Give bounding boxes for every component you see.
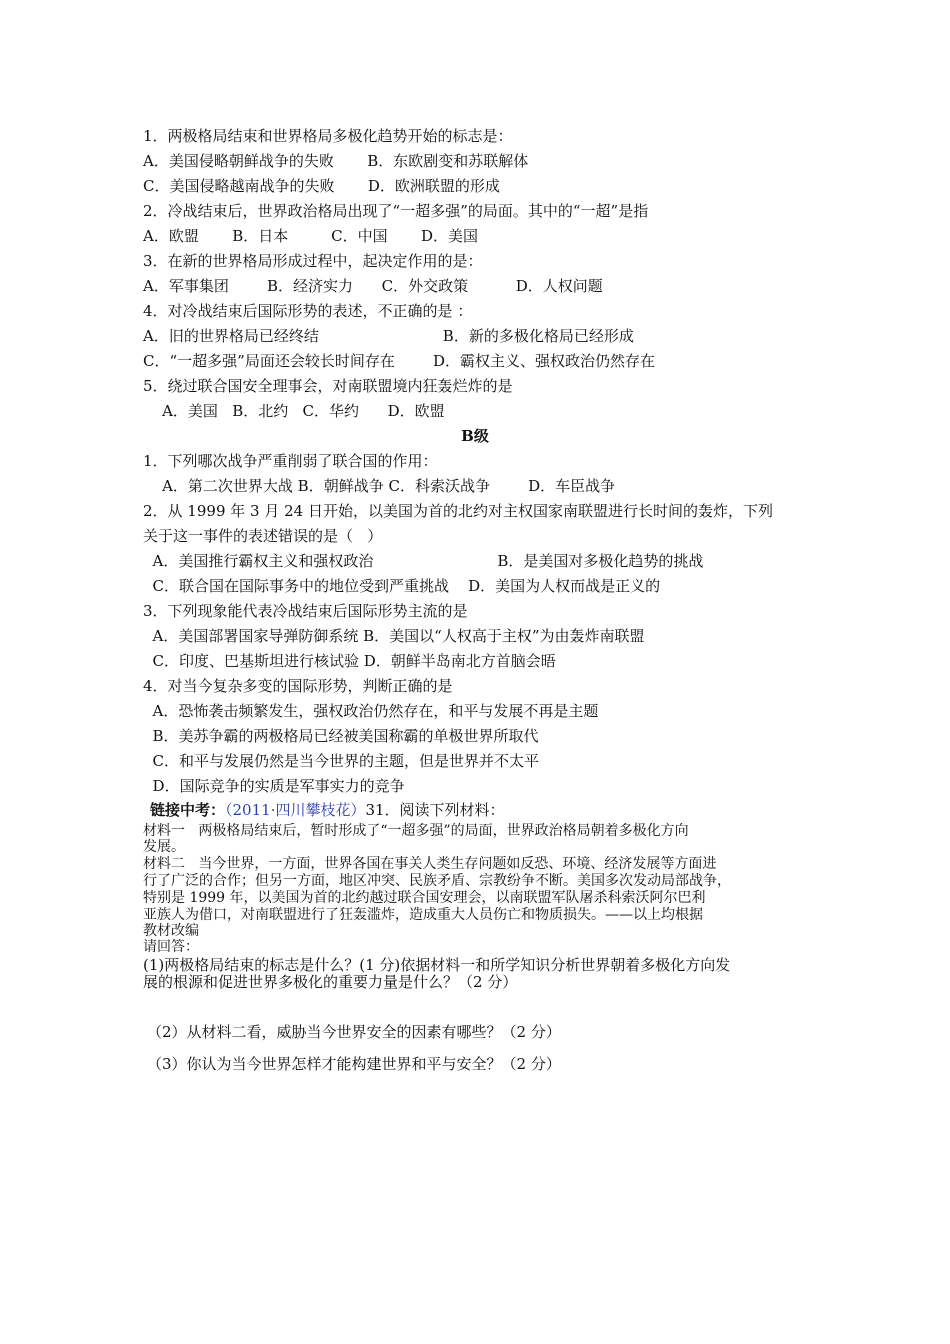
exam-link-line bbox=[150, 800, 505, 820]
question-a2: 2．冷战结束后，世界政治格局出现了“一超多强”的局面。其中的“一超”是指 bbox=[143, 202, 649, 220]
question-a1-options-ab: A．美国侵略朝鲜战争的失败 B．东欧剧变和苏联解体 bbox=[143, 152, 529, 170]
question-a1: 1．两极格局结束和世界格局多极化趋势开始的标志是： bbox=[143, 127, 513, 145]
question-b3-options-ab: A．美国部署国家导弹防御系统 B．美国以“人权高于主权”为由轰炸南联盟 bbox=[143, 627, 645, 645]
sub-question-2: （2）从材料二看，威胁当今世界安全的因素有哪些？（2 分） bbox=[147, 1023, 561, 1041]
question-a2-options: A．欧盟 B．日本 C．中国 D．美国 bbox=[143, 227, 479, 245]
sub-question-3: （3）你认为当今世界怎样才能构建世界和平与安全？（2 分） bbox=[147, 1055, 561, 1073]
question-b4-option-b: B．美苏争霸的两极格局已经被美国称霸的单极世界所取代 bbox=[143, 727, 539, 745]
material-two-line2: 行了广泛的合作；但另一方面，地区冲突、民族矛盾、宗教纷争不断。美国多次发动局部战争， bbox=[143, 873, 731, 889]
material-one-line1: 材料一 两极格局结束后，暂时形成了“一超多强”的局面，世界政治格局朝着多极化方向 bbox=[143, 823, 689, 839]
question-b1: 1．下列哪次战争严重削弱了联合国的作用： bbox=[143, 452, 438, 470]
question-b1-options: A．第二次世界大战 B．朝鲜战争 C．科索沃战争 D．车臣战争 bbox=[143, 477, 616, 495]
question-b4-option-c: C．和平与发展仍然是当今世界的主题，但是世界并不太平 bbox=[143, 752, 540, 770]
sub-question-1-line1: (1)两极格局结束的标志是什么？(1 分)依据材料一和所学知识分析世界朝着多极化方向发 bbox=[143, 956, 731, 974]
question-a4: 4．对冷战结束后国际形势的表述，不正确的是 ： bbox=[143, 302, 473, 320]
material-two-line1: 材料二 当今世界，一方面，世界各国在事关人类生存问题如反恐、环境、经济发展等方面进 bbox=[143, 856, 717, 872]
question-a3: 3．在新的世界格局形成过程中，起决定作用的是： bbox=[143, 252, 483, 270]
question-b4: 4．对当今复杂多变的国际形势，判断正确的是 bbox=[143, 677, 453, 695]
question-a4-options-cd: C．“一超多强”局面还会较长时间存在 D．霸权主义、强权政治仍然存在 bbox=[143, 352, 655, 370]
question-a4-options-ab: A．旧的世界格局已经终结 B．新的多极化格局已经形成 bbox=[143, 327, 634, 345]
material-one-line2: 发展。 bbox=[143, 839, 185, 855]
question-a5-options: A．美国 B．北约 C．华约 D．欧盟 bbox=[143, 402, 445, 420]
material-two-line3: 特别是 1999 年，以美国为首的北约越过联合国安理会，以南联盟军队屠杀科索沃阿尔巴利 bbox=[143, 890, 706, 906]
question-b2-options-ab: A．美国推行霸权主义和强权政治 B．是美国对多极化趋势的挑战 bbox=[143, 552, 704, 570]
material-two-line4: 亚族人为借口，对南联盟进行了狂轰滥炸，造成重大人员伤亡和物质损失。——以上均根据 bbox=[143, 907, 703, 923]
exam-link-label: 链接中考： bbox=[150, 801, 226, 819]
question-b4-option-a: A．恐怖袭击频繁发生，强权政治仍然存在，和平与发展不再是主题 bbox=[143, 702, 599, 720]
question-b3: 3．下列现象能代表冷战结束后国际形势主流的是 bbox=[143, 602, 468, 620]
exam-link-source: （2011·四川攀枝花） bbox=[225, 801, 366, 819]
question-a1-options-cd: C．美国侵略越南战争的失败 D．欧洲联盟的形成 bbox=[143, 177, 500, 195]
material-two-line5: 教材改编 bbox=[143, 923, 199, 939]
sub-question-1-line2: 展的根源和促进世界多极化的重要力量是什么？（2 分） bbox=[143, 973, 518, 991]
question-b2: 2．从 1999 年 3 月 24 日开始，以美国为首的北约对主权国家南联盟进行长时间的轰炸，下列 bbox=[143, 502, 773, 520]
question-b2-options-cd: C．联合国在国际事务中的地位受到严重挑战 D．美国为人权而战是正义的 bbox=[143, 577, 661, 595]
question-b3-options-cd: C．印度、巴基斯坦进行核试验 D．朝鲜半岛南北方首脑会晤 bbox=[143, 652, 556, 670]
answer-prompt: 请回答： bbox=[143, 939, 199, 955]
question-a3-options: A．军事集团 B．经济实力 C．外交政策 D．人权问题 bbox=[143, 277, 603, 295]
exam-link-text: 31．阅读下列材料： bbox=[365, 801, 505, 819]
question-a5: 5．绕过联合国安全理事会，对南联盟境内狂轰烂炸的是 bbox=[143, 377, 513, 395]
question-b4-option-d: D．国际竞争的实质是军事实力的竞争 bbox=[143, 777, 405, 795]
question-b2-cont: 关于这一事件的表述错误的是（ ） bbox=[143, 527, 383, 545]
level-b-heading: B级 bbox=[461, 427, 489, 445]
